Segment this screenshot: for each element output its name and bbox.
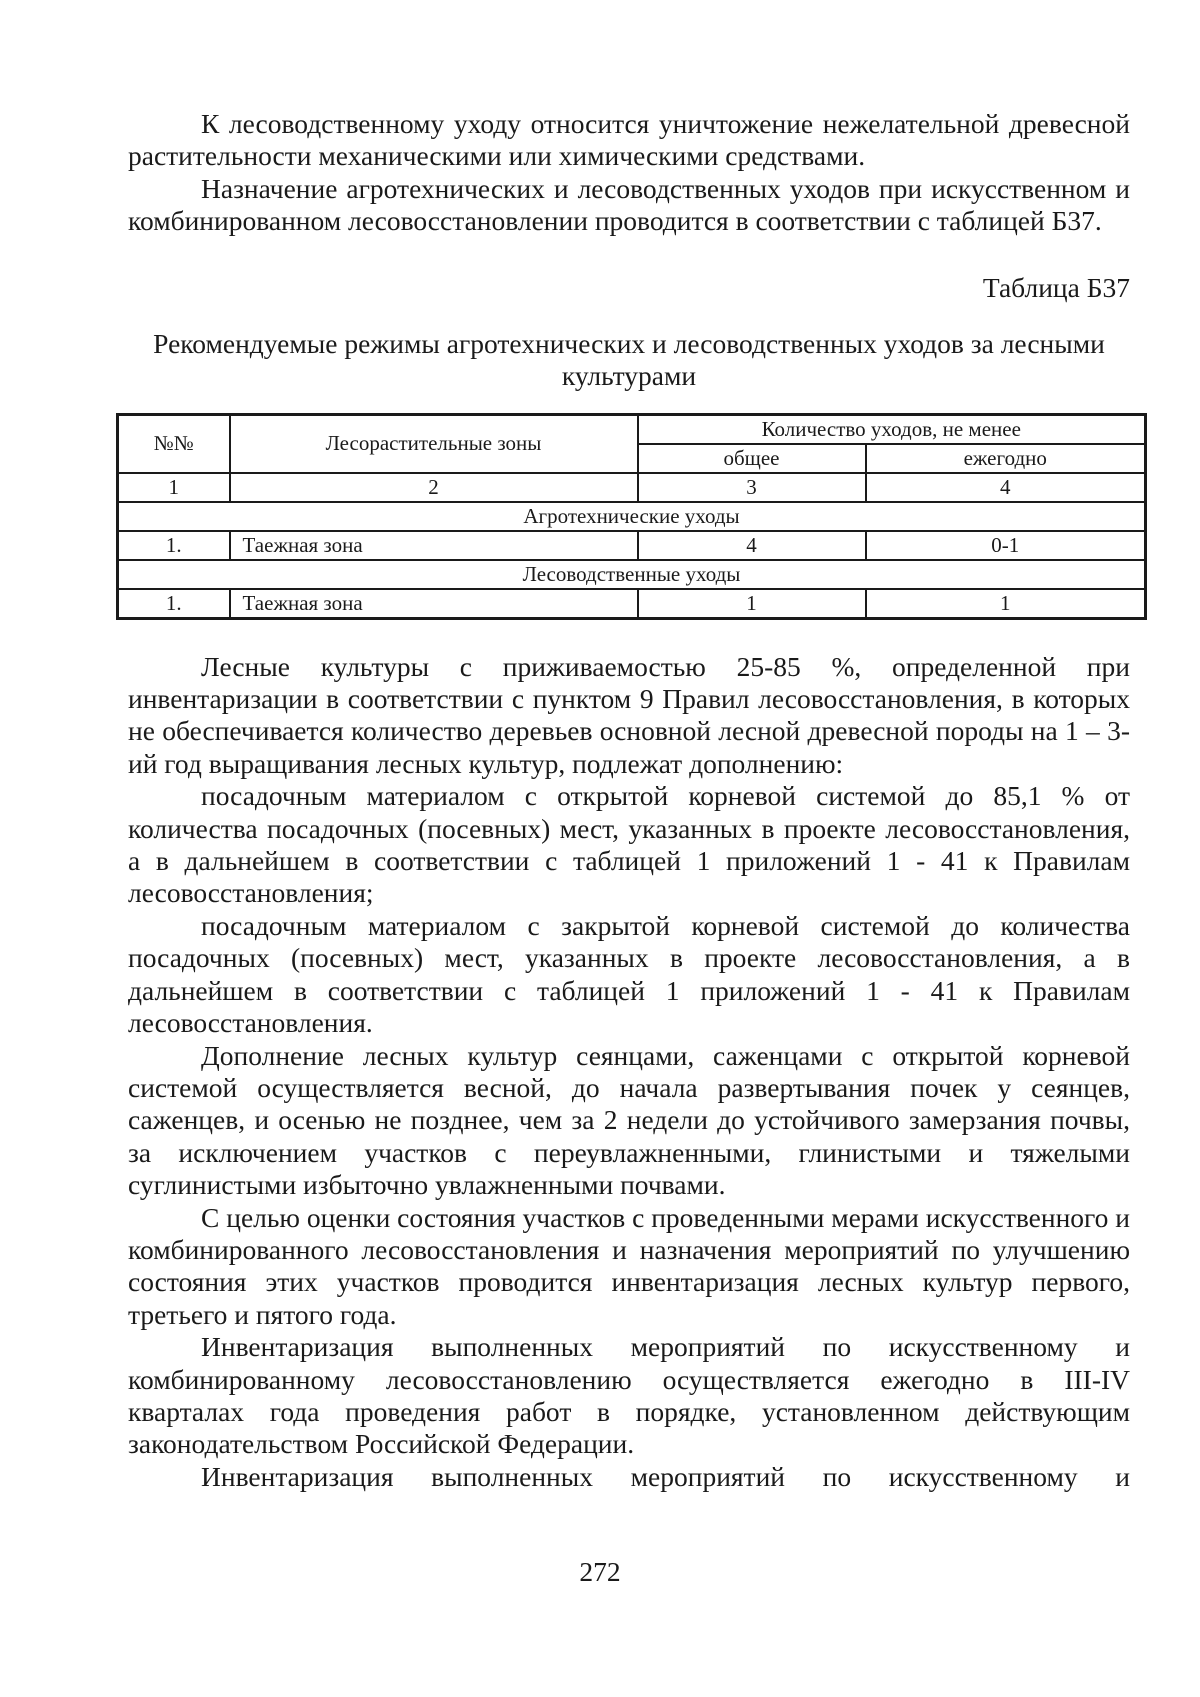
table-row bbox=[118, 589, 1146, 619]
section-silvicultural: Лесоводственные уходы bbox=[118, 560, 1146, 589]
page-number: 272 bbox=[579, 1556, 621, 1587]
col-number-1: 1 bbox=[118, 473, 230, 502]
paragraph-care-definition: К лесоводственному уходу относится уничтожение нежелательной древесной растительности механическими или химическими средствами. bbox=[128, 108, 1130, 172]
table-column-numbers-row bbox=[118, 473, 1146, 502]
paragraph-seedling-timing: Дополнение лесных культур сеянцами, саженцами с открытой корневой системой осуществляется весной, до начала развертывания почек у сеянцев, саженцев, и осенью не позднее, чем за 2 недели до устойчивого замерзания почвы, за исключением участков с переувлажненными, глинистыми и тяжелыми суглинистыми избыточно увлажненными почвами. bbox=[128, 1039, 1130, 1201]
header-zones: Лесорастительные зоны bbox=[230, 414, 638, 473]
header-yearly: ежегодно bbox=[866, 444, 1146, 473]
cell-zone: Таежная зона bbox=[230, 531, 638, 560]
paragraph-closed-root: посадочным материалом с закрытой корневой системой до количества посадочных (посевных) мест, указанных в проекте лесовосстановления, а в дальнейшем в соответствии с таблицей 1 приложений 1 - 41 к Правилам лесовосстановления. bbox=[128, 909, 1130, 1039]
paragraph-inventory-purpose: С целью оценки состояния участков с проведенными мерами искусственного и комбинированного лесовосстановления и назначения мероприятий по улучшению состояния этих участков проводится инвентаризация лесных культур первого, третьего и пятого года. bbox=[128, 1201, 1130, 1330]
table-row bbox=[118, 531, 1146, 560]
cell-yearly: 1 bbox=[866, 589, 1146, 619]
header-total: общее bbox=[638, 444, 866, 473]
paragraph-open-root: посадочным материалом с открытой корневой системой до 85,1 % от количества посадочных (посевных) мест, указанных в проекте лесовосстановления, а в дальнейшем в соответствии с таблицей 1 приложений 1 - 41 к Правилам лесовосстановления; bbox=[128, 780, 1130, 909]
table-header-row bbox=[118, 414, 1146, 444]
cell-num: 1. bbox=[118, 531, 230, 560]
cell-yearly: 0-1 bbox=[866, 531, 1146, 560]
table-number: Таблица Б37 bbox=[982, 271, 1130, 303]
cell-num: 1. bbox=[118, 589, 230, 619]
col-number-4: 4 bbox=[866, 473, 1146, 502]
section-agrotechnical: Агротехнические уходы bbox=[118, 502, 1146, 531]
paragraph-inventory-schedule: Инвентаризация выполненных мероприятий по искусственному и комбинированному лесовосстановлению осуществляется ежегодно в III-IV кварталах года проведения работ в порядке, установленном действующим законодательством Российской Федерации. bbox=[128, 1331, 1130, 1460]
paragraph-supplementing: Лесные культуры с приживаемостью 25-85 %, определенной при инвентаризации в соответствии с пунктом 9 Правил лесовосстановления, в которых не обеспечивается количество деревьев основной лесной древесной породы на 1 – 3-ий год выращивания лесных культур, подлежат дополнению: bbox=[128, 650, 1130, 779]
cell-total: 1 bbox=[638, 589, 866, 619]
table-title: Рекомендуемые режимы агротехнических и лесоводственных уходов за лесными культурами bbox=[153, 327, 1105, 391]
cell-total: 4 bbox=[638, 531, 866, 560]
header-num: №№ bbox=[118, 414, 230, 473]
document-page bbox=[128, 108, 1130, 1493]
cell-zone: Таежная зона bbox=[230, 589, 638, 619]
paragraph-inventory-continued: Инвентаризация выполненных мероприятий по искусственному и bbox=[201, 1460, 1130, 1492]
care-regimes-table bbox=[116, 413, 1147, 620]
table-section-row bbox=[118, 502, 1146, 531]
table-section-row bbox=[118, 560, 1146, 589]
paragraph-care-assignment: Назначение агротехнических и лесоводственных уходов при искусственном и комбинированном лесовосстановлении проводится в соответствии с таблицей Б37. bbox=[128, 172, 1130, 237]
col-number-3: 3 bbox=[638, 473, 866, 502]
header-count: Количество уходов, не менее bbox=[638, 414, 1146, 444]
col-number-2: 2 bbox=[230, 473, 638, 502]
